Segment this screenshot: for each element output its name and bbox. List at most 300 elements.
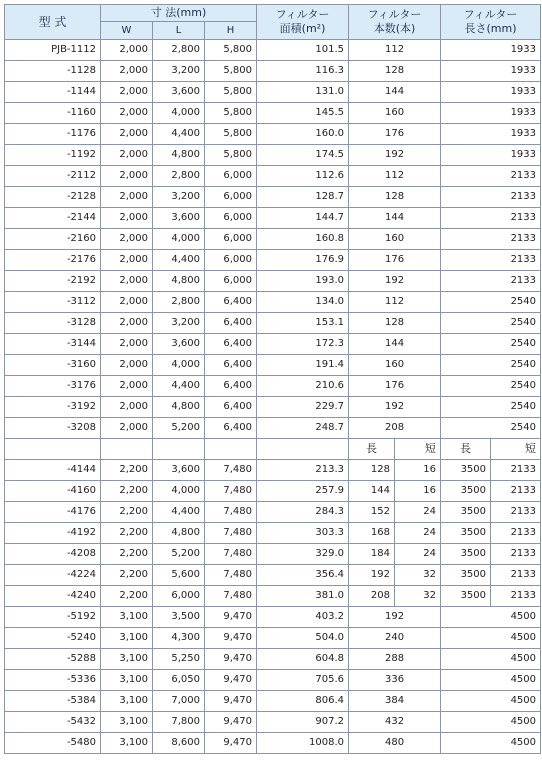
table-row: [5, 544, 541, 565]
table-row: [5, 271, 541, 292]
length-cell: 5,600: [153, 565, 205, 586]
model-cell: -2128: [5, 187, 101, 208]
model-cell: -4144: [5, 460, 101, 481]
width-cell: 2,200: [101, 586, 153, 607]
filter-area-cell: 806.4: [257, 691, 349, 712]
length-cell: 4,300: [153, 628, 205, 649]
filter-count-long-cell: 152: [349, 502, 395, 523]
model-cell: -3160: [5, 355, 101, 376]
header-h: H: [205, 22, 257, 40]
header-filter-length-line1: フィルター: [463, 8, 518, 21]
length-cell: 4,000: [153, 355, 205, 376]
model-cell: -3144: [5, 334, 101, 355]
blank-cell: [5, 439, 101, 460]
length-cell: 4,800: [153, 397, 205, 418]
filter-count-long-cell: 192: [349, 565, 395, 586]
filter-length-cell: 2540: [441, 355, 541, 376]
width-cell: 2,000: [101, 334, 153, 355]
model-cell: -4208: [5, 544, 101, 565]
filter-area-cell: 329.0: [257, 544, 349, 565]
length-cell: 7,000: [153, 691, 205, 712]
width-cell: 3,100: [101, 628, 153, 649]
table-row: [5, 523, 541, 544]
width-cell: 2,200: [101, 502, 153, 523]
model-cell: -3208: [5, 418, 101, 439]
model-cell: -5192: [5, 607, 101, 628]
height-cell: 6,000: [205, 229, 257, 250]
filter-length-long-cell: 3500: [441, 460, 491, 481]
blank-cell: [257, 439, 349, 460]
length-cell: 8,600: [153, 733, 205, 754]
height-cell: 5,800: [205, 145, 257, 166]
filter-length-cell: 2540: [441, 418, 541, 439]
table-row: [5, 208, 541, 229]
filter-area-cell: 257.9: [257, 481, 349, 502]
filter-length-cell: 1933: [441, 145, 541, 166]
height-cell: 6,000: [205, 250, 257, 271]
table-row: [5, 376, 541, 397]
length-cell: 3,200: [153, 61, 205, 82]
filter-count-cell: 112: [349, 40, 441, 61]
height-cell: 6,000: [205, 166, 257, 187]
subheader-count-long: 長: [349, 439, 395, 460]
height-cell: 6,400: [205, 313, 257, 334]
length-cell: 3,200: [153, 313, 205, 334]
width-cell: 3,100: [101, 733, 153, 754]
filter-count-cell: 192: [349, 397, 441, 418]
filter-length-cell: 2133: [441, 208, 541, 229]
filter-length-cell: 4500: [441, 733, 541, 754]
filter-count-short-cell: 16: [395, 460, 441, 481]
header-filter-count-line2: 本数(本): [373, 22, 416, 35]
table-row: [5, 40, 541, 61]
filter-area-cell: 191.4: [257, 355, 349, 376]
filter-count-long-cell: 168: [349, 523, 395, 544]
width-cell: 2,200: [101, 523, 153, 544]
subheader-length-long: 長: [441, 439, 491, 460]
filter-length-long-cell: 3500: [441, 565, 491, 586]
width-cell: 2,000: [101, 124, 153, 145]
width-cell: 2,000: [101, 397, 153, 418]
table-row: [5, 502, 541, 523]
height-cell: 9,470: [205, 670, 257, 691]
table-row: [5, 733, 541, 754]
model-cell: -3176: [5, 376, 101, 397]
table-row: [5, 418, 541, 439]
height-cell: 7,480: [205, 523, 257, 544]
height-cell: 6,000: [205, 208, 257, 229]
filter-length-cell: 2133: [441, 229, 541, 250]
model-cell: -5336: [5, 670, 101, 691]
filter-count-cell: 336: [349, 670, 441, 691]
filter-count-cell: 176: [349, 124, 441, 145]
height-cell: 6,000: [205, 187, 257, 208]
subheader-count-short: 短: [395, 439, 441, 460]
length-cell: 2,800: [153, 292, 205, 313]
filter-area-cell: 1008.0: [257, 733, 349, 754]
table-row: [5, 460, 541, 481]
length-cell: 6,000: [153, 586, 205, 607]
filter-count-cell: 144: [349, 208, 441, 229]
model-cell: -1160: [5, 103, 101, 124]
filter-count-cell: 112: [349, 292, 441, 313]
filter-length-cell: 4500: [441, 712, 541, 733]
table-row: [5, 355, 541, 376]
height-cell: 6,400: [205, 376, 257, 397]
width-cell: 2,000: [101, 313, 153, 334]
filter-length-cell: 2133: [441, 250, 541, 271]
filter-area-cell: 604.8: [257, 649, 349, 670]
filter-area-cell: 112.6: [257, 166, 349, 187]
filter-area-cell: 193.0: [257, 271, 349, 292]
filter-length-cell: 4500: [441, 649, 541, 670]
model-cell: -4224: [5, 565, 101, 586]
model-cell: -4240: [5, 586, 101, 607]
filter-area-cell: 284.3: [257, 502, 349, 523]
filter-length-cell: 2540: [441, 313, 541, 334]
filter-area-cell: 176.9: [257, 250, 349, 271]
spec-table: [4, 4, 541, 754]
filter-length-cell: 2133: [441, 187, 541, 208]
width-cell: 2,000: [101, 355, 153, 376]
length-cell: 4,000: [153, 481, 205, 502]
blank-cell: [101, 439, 153, 460]
model-cell: -1128: [5, 61, 101, 82]
width-cell: 3,100: [101, 607, 153, 628]
filter-length-cell: 2540: [441, 292, 541, 313]
height-cell: 7,480: [205, 544, 257, 565]
table-row: [5, 82, 541, 103]
filter-length-long-cell: 3500: [441, 586, 491, 607]
filter-length-short-cell: 2133: [491, 544, 541, 565]
blank-cell: [205, 439, 257, 460]
filter-area-cell: 134.0: [257, 292, 349, 313]
filter-length-cell: 1933: [441, 124, 541, 145]
header-row-1: [5, 5, 541, 22]
model-cell: -2160: [5, 229, 101, 250]
filter-area-cell: 907.2: [257, 712, 349, 733]
width-cell: 2,000: [101, 271, 153, 292]
height-cell: 9,470: [205, 733, 257, 754]
filter-count-long-cell: 184: [349, 544, 395, 565]
width-cell: 2,000: [101, 103, 153, 124]
height-cell: 5,800: [205, 40, 257, 61]
filter-count-cell: 192: [349, 145, 441, 166]
table-row: [5, 145, 541, 166]
length-cell: 3,200: [153, 187, 205, 208]
filter-area-cell: 303.3: [257, 523, 349, 544]
filter-count-cell: 160: [349, 355, 441, 376]
table-row: [5, 649, 541, 670]
width-cell: 2,200: [101, 481, 153, 502]
table-row: [5, 166, 541, 187]
filter-area-cell: 210.6: [257, 376, 349, 397]
header-filter-area: [257, 5, 349, 40]
filter-length-long-cell: 3500: [441, 502, 491, 523]
width-cell: 3,100: [101, 712, 153, 733]
subheader-length-short: 短: [491, 439, 541, 460]
height-cell: 7,480: [205, 502, 257, 523]
filter-count-cell: 192: [349, 271, 441, 292]
filter-area-cell: 160.8: [257, 229, 349, 250]
length-cell: 4,400: [153, 124, 205, 145]
filter-count-cell: 432: [349, 712, 441, 733]
filter-count-cell: 128: [349, 313, 441, 334]
table-row: [5, 607, 541, 628]
filter-area-cell: 213.3: [257, 460, 349, 481]
length-cell: 4,400: [153, 250, 205, 271]
height-cell: 7,480: [205, 481, 257, 502]
model-cell: -3112: [5, 292, 101, 313]
width-cell: 3,100: [101, 670, 153, 691]
height-cell: 5,800: [205, 82, 257, 103]
filter-length-short-cell: 2133: [491, 481, 541, 502]
filter-count-cell: 176: [349, 250, 441, 271]
width-cell: 2,000: [101, 187, 153, 208]
filter-length-cell: 1933: [441, 103, 541, 124]
filter-count-cell: 160: [349, 103, 441, 124]
filter-area-cell: 174.5: [257, 145, 349, 166]
height-cell: 9,470: [205, 649, 257, 670]
header-filter-area-line2: 面積(m²): [279, 22, 326, 35]
height-cell: 7,480: [205, 565, 257, 586]
height-cell: 6,000: [205, 271, 257, 292]
model-cell: -5288: [5, 649, 101, 670]
table-row: [5, 397, 541, 418]
table-row: [5, 481, 541, 502]
filter-count-long-cell: 208: [349, 586, 395, 607]
header-filter-count: [349, 5, 441, 40]
table-row: [5, 691, 541, 712]
filter-length-cell: 4500: [441, 691, 541, 712]
height-cell: 9,470: [205, 712, 257, 733]
filter-area-cell: 705.6: [257, 670, 349, 691]
filter-count-cell: 144: [349, 82, 441, 103]
height-cell: 9,470: [205, 691, 257, 712]
height-cell: 6,400: [205, 355, 257, 376]
filter-length-short-cell: 2133: [491, 565, 541, 586]
table-row: [5, 103, 541, 124]
filter-count-cell: 176: [349, 376, 441, 397]
model-cell: -4160: [5, 481, 101, 502]
filter-length-short-cell: 2133: [491, 586, 541, 607]
width-cell: 2,200: [101, 460, 153, 481]
filter-area-cell: 153.1: [257, 313, 349, 334]
table-row: [5, 670, 541, 691]
filter-count-cell: 240: [349, 628, 441, 649]
filter-count-cell: 480: [349, 733, 441, 754]
table-row: [5, 229, 541, 250]
height-cell: 7,480: [205, 586, 257, 607]
height-cell: 9,470: [205, 628, 257, 649]
table-row: [5, 292, 541, 313]
filter-count-short-cell: 32: [395, 565, 441, 586]
table-row: [5, 124, 541, 145]
height-cell: 6,400: [205, 334, 257, 355]
width-cell: 2,000: [101, 145, 153, 166]
table-row: [5, 334, 541, 355]
filter-area-cell: 229.7: [257, 397, 349, 418]
subheader-row: [5, 439, 541, 460]
filter-count-cell: 384: [349, 691, 441, 712]
model-cell: -2192: [5, 271, 101, 292]
height-cell: 6,400: [205, 397, 257, 418]
filter-length-long-cell: 3500: [441, 481, 491, 502]
model-cell: PJB-1112: [5, 40, 101, 61]
header-filter-area-line1: フィルター: [275, 8, 330, 21]
filter-count-cell: 128: [349, 61, 441, 82]
filter-length-cell: 2540: [441, 376, 541, 397]
model-cell: -2176: [5, 250, 101, 271]
filter-length-cell: 1933: [441, 40, 541, 61]
filter-area-cell: 356.4: [257, 565, 349, 586]
filter-count-cell: 128: [349, 187, 441, 208]
table-row: [5, 250, 541, 271]
filter-count-cell: 144: [349, 334, 441, 355]
model-cell: -2144: [5, 208, 101, 229]
width-cell: 2,000: [101, 166, 153, 187]
width-cell: 2,000: [101, 376, 153, 397]
length-cell: 2,800: [153, 40, 205, 61]
length-cell: 5,200: [153, 418, 205, 439]
filter-count-long-cell: 128: [349, 460, 395, 481]
filter-count-short-cell: 24: [395, 544, 441, 565]
table-row: [5, 313, 541, 334]
length-cell: 5,200: [153, 544, 205, 565]
table-row: [5, 586, 541, 607]
table-row: [5, 61, 541, 82]
length-cell: 4,800: [153, 145, 205, 166]
filter-area-cell: 131.0: [257, 82, 349, 103]
width-cell: 2,200: [101, 565, 153, 586]
width-cell: 2,200: [101, 544, 153, 565]
header-l: L: [153, 22, 205, 40]
width-cell: 2,000: [101, 61, 153, 82]
width-cell: 3,100: [101, 649, 153, 670]
model-cell: -3192: [5, 397, 101, 418]
height-cell: 5,800: [205, 103, 257, 124]
height-cell: 5,800: [205, 61, 257, 82]
height-cell: 7,480: [205, 460, 257, 481]
model-cell: -1144: [5, 82, 101, 103]
filter-length-long-cell: 3500: [441, 544, 491, 565]
height-cell: 5,800: [205, 124, 257, 145]
width-cell: 2,000: [101, 40, 153, 61]
filter-length-short-cell: 2133: [491, 502, 541, 523]
filter-count-cell: 160: [349, 229, 441, 250]
height-cell: 9,470: [205, 607, 257, 628]
filter-length-cell: 1933: [441, 82, 541, 103]
length-cell: 3,600: [153, 208, 205, 229]
filter-length-short-cell: 2133: [491, 460, 541, 481]
height-cell: 6,400: [205, 292, 257, 313]
filter-area-cell: 172.3: [257, 334, 349, 355]
width-cell: 2,000: [101, 418, 153, 439]
height-cell: 6,400: [205, 418, 257, 439]
header-filter-length: [441, 5, 541, 40]
filter-length-cell: 2540: [441, 334, 541, 355]
filter-length-cell: 2133: [441, 271, 541, 292]
width-cell: 2,000: [101, 229, 153, 250]
width-cell: 3,100: [101, 691, 153, 712]
width-cell: 2,000: [101, 208, 153, 229]
filter-length-cell: 4500: [441, 607, 541, 628]
filter-area-cell: 144.7: [257, 208, 349, 229]
model-cell: -5480: [5, 733, 101, 754]
model-cell: -1192: [5, 145, 101, 166]
length-cell: 4,800: [153, 523, 205, 544]
width-cell: 2,000: [101, 82, 153, 103]
length-cell: 4,400: [153, 376, 205, 397]
filter-count-long-cell: 144: [349, 481, 395, 502]
header-model: 型 式: [5, 5, 101, 40]
length-cell: 3,500: [153, 607, 205, 628]
length-cell: 6,050: [153, 670, 205, 691]
filter-count-cell: 288: [349, 649, 441, 670]
model-cell: -3128: [5, 313, 101, 334]
table-row: [5, 565, 541, 586]
filter-length-short-cell: 2133: [491, 523, 541, 544]
table-row: [5, 187, 541, 208]
length-cell: 3,600: [153, 460, 205, 481]
filter-length-cell: 1933: [441, 61, 541, 82]
length-cell: 2,800: [153, 166, 205, 187]
table-row: [5, 628, 541, 649]
filter-area-cell: 504.0: [257, 628, 349, 649]
filter-length-cell: 4500: [441, 670, 541, 691]
width-cell: 2,000: [101, 250, 153, 271]
filter-count-short-cell: 16: [395, 481, 441, 502]
filter-count-cell: 192: [349, 607, 441, 628]
model-cell: -1176: [5, 124, 101, 145]
length-cell: 3,600: [153, 334, 205, 355]
table-row: [5, 712, 541, 733]
length-cell: 7,800: [153, 712, 205, 733]
header-filter-length-line2: 長さ(mm): [464, 22, 517, 35]
filter-count-short-cell: 24: [395, 523, 441, 544]
length-cell: 3,600: [153, 82, 205, 103]
filter-area-cell: 101.5: [257, 40, 349, 61]
length-cell: 4,000: [153, 103, 205, 124]
filter-area-cell: 145.5: [257, 103, 349, 124]
filter-area-cell: 403.2: [257, 607, 349, 628]
header-w: W: [101, 22, 153, 40]
length-cell: 4,000: [153, 229, 205, 250]
filter-count-cell: 112: [349, 166, 441, 187]
filter-length-cell: 4500: [441, 628, 541, 649]
filter-area-cell: 128.7: [257, 187, 349, 208]
model-cell: -2112: [5, 166, 101, 187]
length-cell: 5,250: [153, 649, 205, 670]
filter-count-short-cell: 32: [395, 586, 441, 607]
header-dimensions: 寸 法(mm): [101, 5, 257, 22]
filter-area-cell: 116.3: [257, 61, 349, 82]
model-cell: -5240: [5, 628, 101, 649]
filter-area-cell: 248.7: [257, 418, 349, 439]
filter-area-cell: 381.0: [257, 586, 349, 607]
filter-count-short-cell: 24: [395, 502, 441, 523]
model-cell: -4192: [5, 523, 101, 544]
filter-length-cell: 2133: [441, 166, 541, 187]
length-cell: 4,800: [153, 271, 205, 292]
model-cell: -5432: [5, 712, 101, 733]
header-filter-count-line1: フィルター: [367, 8, 422, 21]
filter-length-cell: 2540: [441, 397, 541, 418]
filter-area-cell: 160.0: [257, 124, 349, 145]
width-cell: 2,000: [101, 292, 153, 313]
length-cell: 4,400: [153, 502, 205, 523]
model-cell: -5384: [5, 691, 101, 712]
